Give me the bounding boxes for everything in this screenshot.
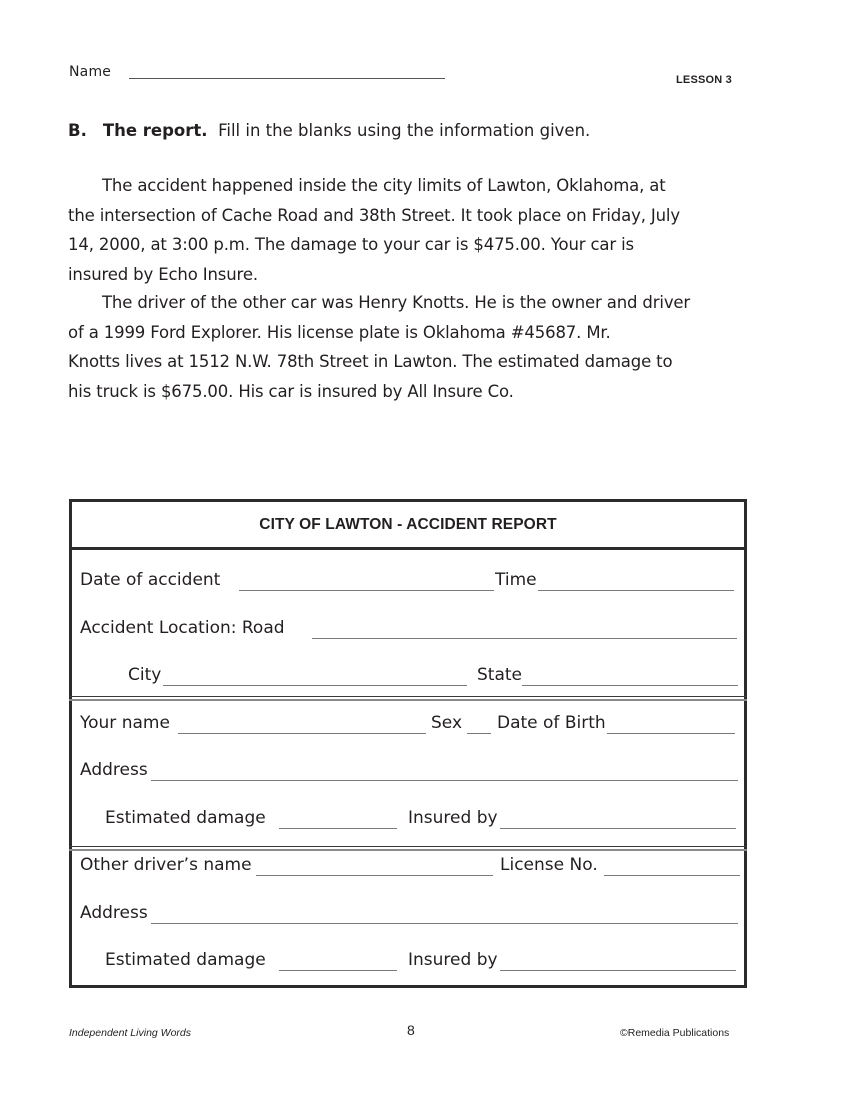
your-address-field[interactable] (151, 780, 738, 781)
your-insured-by-field[interactable] (500, 828, 736, 829)
city-field[interactable] (163, 685, 467, 686)
your-estimated-damage-label: Estimated damage (105, 808, 266, 828)
row-date-time (72, 570, 744, 600)
other-driver-name-field[interactable] (256, 875, 493, 876)
passage-line: 14, 2000, at 3:00 p.m. The damage to your car is $475.00. Your car is (68, 235, 634, 254)
instructions-text: Fill in the blanks using the information given. (218, 121, 591, 140)
row-other-driver (72, 855, 744, 885)
footer-publisher: ©Remedia Publications (620, 1027, 730, 1039)
state-field[interactable] (522, 685, 738, 686)
passage-line: the intersection of Cache Road and 38th Street. It took place on Friday, July (68, 205, 680, 225)
your-address-label: Address (80, 760, 148, 780)
passage-line: his truck is $675.00. His car is insured by All Insure Co. (68, 381, 514, 401)
other-address-field[interactable] (151, 923, 738, 924)
row-other-address (72, 903, 744, 933)
report-title: CITY OF LAWTON - ACCIDENT REPORT (259, 516, 557, 533)
name-field[interactable] (129, 78, 445, 79)
date-of-birth-field[interactable] (607, 733, 735, 734)
lesson-label: LESSON 3 (676, 74, 733, 86)
instructions (68, 121, 590, 140)
other-insured-by-field[interactable] (500, 970, 736, 971)
date-of-birth-label: Date of Birth (497, 713, 606, 733)
your-name-label: Your name (80, 713, 170, 733)
row-city-state (72, 665, 744, 695)
section-letter: B. (68, 121, 87, 140)
road-field[interactable] (312, 638, 737, 639)
name-label: Name (69, 64, 112, 80)
your-insured-by-label: Insured by (408, 808, 498, 828)
row-other-damage (72, 950, 744, 980)
page-number: 8 (407, 1022, 415, 1038)
row-your-address (72, 760, 744, 790)
your-estimated-damage-field[interactable] (279, 828, 397, 829)
row-location (72, 618, 744, 648)
accident-location-road-label: Accident Location: Road (80, 618, 285, 638)
row-your-name (72, 713, 744, 743)
time-label: Time (495, 570, 537, 590)
other-estimated-damage-field[interactable] (279, 970, 397, 971)
license-no-field[interactable] (604, 875, 740, 876)
section-title: The report. (102, 121, 208, 140)
other-estimated-damage-label: Estimated damage (105, 950, 266, 970)
accident-report-form (69, 499, 747, 988)
other-address-label: Address (80, 903, 148, 923)
passage-line: The accident happened inside the city limits of Lawton, Oklahoma, at (102, 176, 666, 195)
row-your-damage (72, 808, 744, 838)
footer-book-title: Independent Living Words (69, 1027, 191, 1039)
time-field[interactable] (538, 590, 734, 591)
sex-label: Sex (431, 713, 463, 733)
passage-line: insured by Echo Insure. (68, 264, 258, 284)
passage-line: of a 1999 Ford Explorer. His license plate is Oklahoma #45687. Mr. (68, 322, 611, 342)
passage-line: Knotts lives at 1512 N.W. 78th Street in Lawton. The estimated damage to (68, 352, 673, 371)
passage-line: The driver of the other car was Henry Knotts. He is the owner and driver (102, 293, 691, 312)
your-name-field[interactable] (178, 733, 426, 734)
city-label: City (128, 665, 162, 685)
title-divider (72, 547, 744, 550)
state-label: State (477, 665, 522, 685)
other-driver-name-label: Other driver’s name (80, 855, 252, 875)
date-of-accident-field[interactable] (239, 590, 494, 591)
passage-paragraph-1 (68, 171, 758, 289)
passage-paragraph-2 (68, 288, 758, 406)
sex-field[interactable] (467, 733, 491, 734)
section-divider (69, 846, 747, 851)
date-of-accident-label: Date of accident (80, 570, 221, 590)
section-divider (69, 696, 747, 701)
other-insured-by-label: Insured by (408, 950, 498, 970)
license-no-label: License No. (500, 855, 598, 875)
